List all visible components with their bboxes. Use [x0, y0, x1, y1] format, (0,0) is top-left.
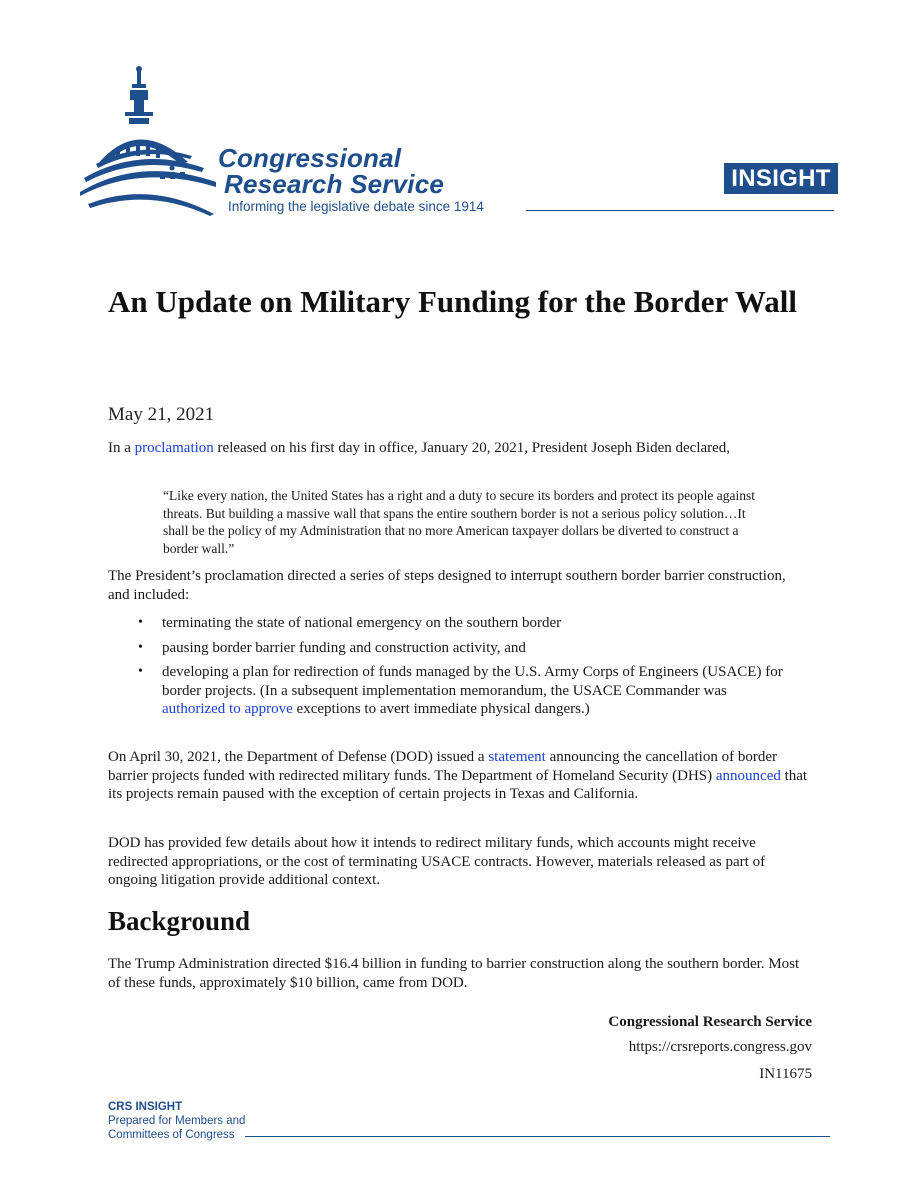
header-divider: [526, 210, 834, 211]
tagline: Informing the legislative debate since 1914: [228, 199, 484, 214]
footer-line1: Prepared for Members and: [108, 1115, 246, 1127]
publication-date: May 21, 2021: [108, 404, 215, 425]
org-name-line2: Research Service: [224, 169, 445, 199]
footer-divider: [245, 1136, 830, 1137]
footer-title: CRS INSIGHT: [108, 1101, 183, 1113]
bullet-icon: •: [138, 615, 143, 630]
proclamation-paragraph: The President’s proclamation directed a series of steps designed to interrupt southern border barrier construction, and included:: [108, 568, 786, 603]
list-item: [108, 639, 788, 658]
dod-text-1: On April 30, 2021, the Department of Defense (DOD) issued a: [108, 749, 489, 765]
statement-link[interactable]: statement: [488, 749, 546, 765]
steps-list: [108, 614, 788, 725]
list-item-text-after: exceptions to avert immediate physical dangers.): [292, 701, 590, 717]
footer-label: [108, 1100, 245, 1142]
page-title: An Update on Military Funding for the Border Wall: [108, 284, 797, 319]
intro-text-after: released on his first day in office, January 20, 2021, President Joseph Biden declared,: [213, 440, 731, 456]
details-paragraph: DOD has provided few details about how it intends to redirect military funds, which accounts might receive redirected appropriations, or the cost of terminating USACE contracts. However, materials released as part of ongoing litigation provide additional context.: [108, 835, 766, 888]
proclamation-link[interactable]: proclamation: [134, 440, 214, 456]
insight-badge: INSIGHT: [724, 163, 838, 194]
announced-link[interactable]: announced: [715, 767, 781, 784]
list-item: [108, 614, 788, 633]
block-quote: “Like every nation, the United States has a right and a duty to secure its borders and protect its people against threats. But building a massive wall that spans the entire southern border is not a serious policy solution…It shall be the policy of my Administration that no more American taxpayer dollars be diverted to construct a border wall.”: [163, 488, 755, 556]
list-item: [108, 663, 788, 719]
dod-text-3: that its projects remain paused with the exception of certain projects in Texas and California.: [108, 767, 808, 802]
crs-name: Congressional Research Service: [608, 1014, 812, 1030]
crs-url: https://crsreports.congress.gov: [628, 1039, 812, 1055]
report-id: IN11675: [759, 1066, 812, 1082]
background-paragraph: The Trump Administration directed $16.4 billion in funding to barrier construction along the southern border. Most of these funds, approximately $10 billion, came from DOD.: [108, 956, 800, 991]
bullet-icon: •: [138, 664, 143, 679]
list-item-text: pausing border barrier funding and construction activity, and: [162, 639, 526, 656]
list-item-text: terminating the state of national emergency on the southern border: [162, 615, 562, 631]
authorized-to-approve-link[interactable]: authorized to approve: [162, 701, 293, 717]
intro-paragraph: [108, 439, 768, 458]
section-heading-background: Background: [108, 906, 251, 936]
footer-line2: Committees of Congress: [108, 1129, 235, 1141]
dod-paragraph: [108, 748, 808, 804]
bullet-icon: •: [138, 639, 143, 655]
dod-text-2: announcing the cancellation of border barrier projects funded with redirected military funds. The Department of Homeland Security (DHS): [108, 749, 777, 784]
intro-text-before: In a: [108, 440, 135, 456]
list-item-text: developing a plan for redirection of funds managed by the U.S. Army Corps of Engineers (USACE) for border projects. (In a subsequent implementation memorandum, the USACE Commander was: [162, 664, 783, 699]
org-name-line1: Congressional: [218, 143, 402, 173]
